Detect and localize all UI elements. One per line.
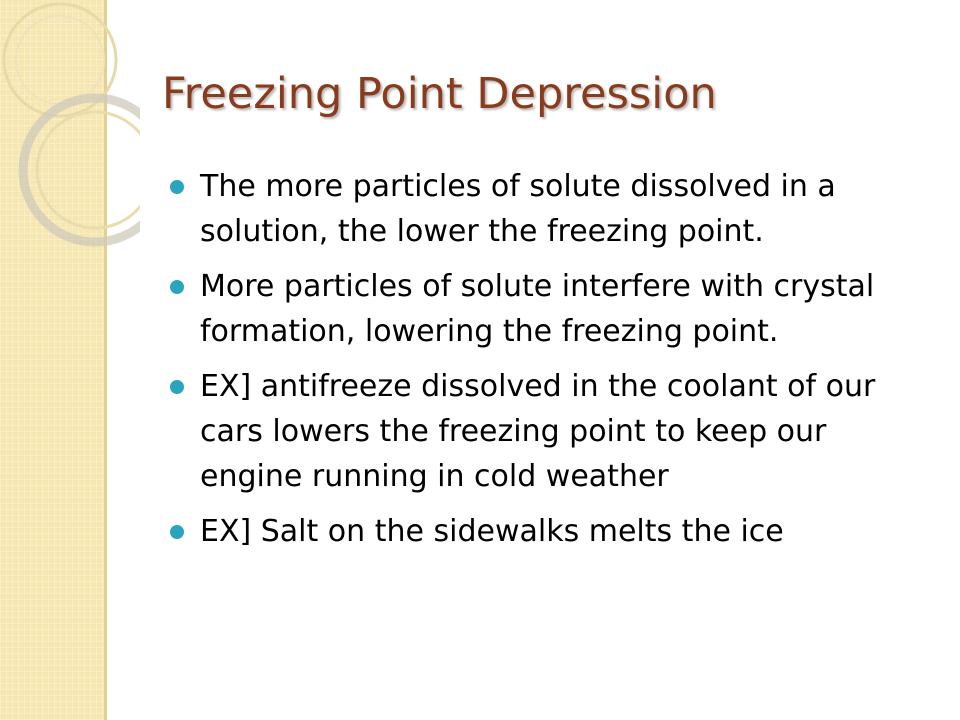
bullet-text: EX] Salt on the sidewalks melts the ice: [200, 514, 784, 549]
bullet-dot-icon: [170, 525, 184, 539]
bullet-item: [200, 264, 928, 354]
slide-title: Freezing Point Depression: [162, 69, 717, 119]
ring-inner-grey: [37, 112, 140, 228]
bullet-item: [200, 509, 928, 554]
decorative-rings: [0, 0, 140, 300]
bullet-dot-icon: [170, 280, 184, 294]
bullet-dot-icon: [170, 380, 184, 394]
bullet-dot-icon: [170, 180, 184, 194]
bullet-text: EX] antifreeze dissolved in the coolant of our cars lowers the freezing point to keep our engine running in cold weather: [200, 369, 876, 494]
bullet-text: The more particles of solute dissolved in a solution, the lower the freezing point.: [200, 169, 836, 249]
bullet-item: [200, 164, 928, 254]
bullet-list: [200, 164, 928, 564]
bullet-item: [200, 364, 928, 499]
bullet-text: More particles of solute interfere with crystal formation, lowering the freezing point.: [200, 269, 875, 349]
ring-inner-top: [16, 16, 104, 104]
